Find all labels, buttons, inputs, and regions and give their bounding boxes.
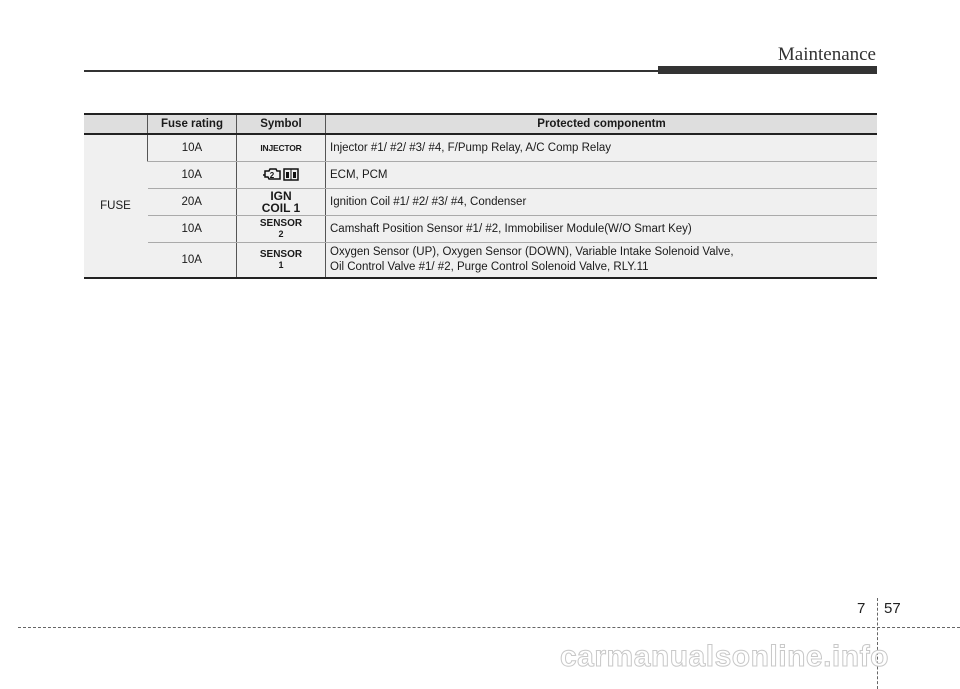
header-rule-thin — [84, 70, 664, 72]
component-line: Oil Control Valve #1/ #2, Purge Control Solenoid Valve, RLY.11 — [330, 261, 649, 273]
fuse-symbol — [237, 189, 326, 216]
component-line: Injector #1/ #2/ #3/ #4, F/Pump Relay, A/C Comp Relay — [330, 141, 612, 154]
footer-dashed-line — [18, 627, 960, 628]
table-row — [84, 243, 877, 279]
table-row — [84, 134, 877, 162]
watermark: carmanualsonline.info — [560, 640, 889, 673]
sensor-2-symbol — [260, 218, 302, 240]
fuse-rating: 20A — [148, 189, 237, 216]
fuse-symbol — [237, 216, 326, 243]
fuse-rating: 10A — [148, 134, 237, 162]
component-line: Camshaft Position Sensor #1/ #2, Immobiliser Module(W/O Smart Key) — [330, 222, 692, 235]
protected-component — [326, 134, 878, 162]
page-number: 57 — [884, 600, 901, 617]
table-row — [84, 216, 877, 243]
ign-coil-symbol — [262, 190, 300, 214]
header-type — [84, 114, 148, 134]
header-rule-thick — [658, 66, 877, 74]
component-line: ECM, PCM — [330, 168, 388, 181]
protected-component — [326, 243, 878, 279]
symbol-line: COIL 1 — [261, 200, 301, 215]
fuse-symbol — [237, 134, 326, 162]
header-fuse-rating: Fuse rating — [148, 114, 237, 134]
table-row — [84, 189, 877, 216]
table-row — [84, 162, 877, 189]
page-chapter-number: 7 — [857, 600, 866, 617]
fuse-symbol — [237, 243, 326, 279]
engine-check-number: 2 — [269, 171, 275, 180]
section-title: Maintenance — [777, 44, 876, 65]
symbol-line: SENSOR — [259, 249, 303, 260]
fuse-rating: 10A — [148, 243, 237, 279]
symbol-line: SENSOR — [259, 218, 303, 229]
sensor-1-symbol — [260, 249, 302, 271]
fuse-rating: 10A — [148, 162, 237, 189]
fuse-group-label: FUSE — [84, 134, 148, 278]
symbol-line: 2 — [278, 229, 284, 239]
component-line: Oxygen Sensor (UP), Oxygen Sensor (DOWN), Variable Intake Solenoid Valve, — [330, 246, 734, 258]
injector-symbol: INJECTOR — [260, 143, 302, 153]
protected-component — [326, 189, 878, 216]
symbol-line: 1 — [278, 260, 284, 270]
symbol-line: IGN — [270, 188, 292, 203]
protected-component — [326, 216, 878, 243]
fuse-table — [84, 113, 877, 279]
header-protected-component: Protected componentm — [326, 114, 878, 134]
table-header-row — [84, 114, 877, 134]
protected-component — [326, 162, 878, 189]
engine-check-2-icon — [262, 167, 300, 183]
component-line: Ignition Coil #1/ #2/ #3/ #4, Condenser — [330, 195, 527, 208]
fuse-symbol — [237, 162, 326, 189]
header-symbol: Symbol — [237, 114, 326, 134]
fuse-rating: 10A — [148, 216, 237, 243]
